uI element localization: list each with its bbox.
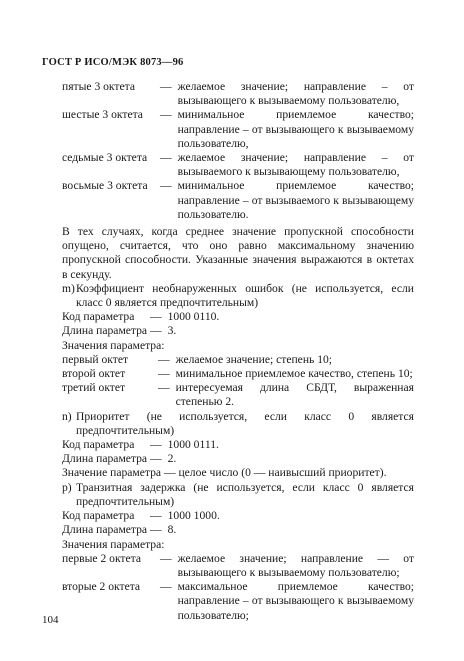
parameter-code-row	[62, 310, 414, 324]
list-item-text: Транзитная задержка (не используется, если класс 0 является предпочтительным)	[76, 480, 414, 508]
parameter-code-row	[62, 438, 414, 452]
list-item-text: Приоритет (не используется, если класс 0 является предпочтительным)	[76, 409, 414, 437]
definition-dash: —	[150, 509, 162, 523]
parameter-code-label: Код параметра	[62, 310, 135, 324]
definition-text: желаемое значение; степень 10;	[175, 352, 333, 366]
definition-term: пятые 3 октета	[62, 80, 135, 93]
definition-row	[62, 580, 414, 623]
parameter-length-row	[62, 523, 414, 537]
parameter-code-value: 1000 1000.	[167, 509, 220, 523]
definition-text: минимальное приемлемое качество; направление – от вызываемого к вызывающему пользователю.	[177, 179, 414, 221]
parameter-code-label: Код параметра	[62, 438, 135, 452]
definition-row	[62, 179, 414, 222]
list-marker: p)	[62, 480, 72, 494]
definition-dash: —	[160, 580, 172, 594]
definition-text: желаемое значение; направление — от вызывающего к вызываемому пользователю;	[177, 551, 414, 579]
definition-dash: —	[160, 179, 172, 193]
definition-row	[62, 108, 414, 151]
definition-row	[62, 151, 414, 179]
list-item-text: Коэффициент необнаруженных ошибок (не используется, если класс 0 является предпочтительным)	[76, 281, 414, 310]
parameter-length-value: 8.	[167, 523, 177, 537]
definition-text: интересуемая длина СБДТ, выраженная степенью 2.	[175, 381, 414, 409]
definition-dash: —	[160, 108, 172, 122]
parameter-length-value: 3.	[167, 324, 177, 338]
parameter-length-row	[62, 324, 414, 338]
parameter-length-label: Длина параметра	[62, 523, 148, 537]
definition-term: шестые 3 октета	[62, 108, 143, 122]
definition-dash: —	[158, 352, 170, 366]
definition-row	[62, 552, 414, 580]
parameter-code-label: Код параметра	[62, 509, 135, 523]
definition-term: первые 2 октета	[62, 551, 141, 565]
definition-term: вторые 2 октета	[62, 580, 141, 594]
definition-term: второй октет	[62, 367, 126, 381]
parameter-values-label: Значения параметра:	[62, 537, 165, 551]
definition-dash: —	[158, 381, 170, 395]
parameter-length-row	[62, 452, 414, 466]
definition-row	[62, 381, 414, 409]
parameter-length-value: 2.	[167, 452, 177, 466]
definition-term: первый октет	[62, 352, 129, 366]
definition-dash: —	[160, 551, 172, 565]
definition-dash: —	[158, 367, 170, 381]
definition-row	[62, 353, 414, 367]
paragraph: В тех случаях, когда среднее значение пропускной способности опущено, считается, что оно равно максимальному значению пропускной способности. Указанные значения выражаются в октетах в секунду.	[62, 225, 414, 281]
list-item-m	[62, 282, 414, 310]
definition-term: восьмые 3 октета	[62, 179, 148, 193]
definition-dash: —	[150, 452, 162, 466]
definition-dash: —	[160, 80, 172, 93]
definition-dash: —	[150, 438, 162, 452]
definition-dash: —	[150, 523, 162, 537]
list-marker: n)	[62, 409, 72, 423]
page-body	[62, 80, 414, 623]
definition-dash: —	[150, 310, 162, 324]
list-marker: m)	[62, 281, 75, 295]
definition-term: седьмые 3 октета	[62, 151, 148, 165]
definition-text: минимальное приемлемое качество; направление – от вызывающего к вызываемому пользователю,	[177, 108, 414, 150]
definition-text: желаемое значение; направление – от вызывающего к вызываемому пользователю,	[177, 80, 414, 108]
parameter-length-label: Длина параметра	[62, 452, 148, 466]
parameter-length-label: Длина параметра	[62, 324, 148, 338]
definition-text: максимальное приемлемое качество; направление – от вызывающего к вызываемому пользователю;	[177, 580, 414, 622]
definition-text: минимальное приемлемое качество, степень 10;	[175, 367, 413, 381]
definition-row	[62, 80, 414, 108]
list-item-p	[62, 481, 414, 509]
parameter-code-value: 1000 0110.	[167, 310, 220, 324]
parameter-values-label: Значения параметра:	[62, 338, 165, 352]
list-item-n	[62, 410, 414, 438]
definition-dash: —	[160, 151, 172, 165]
definition-dash: —	[150, 324, 162, 338]
definition-row	[62, 367, 414, 381]
definition-text: желаемое значение; направление – от вызываемого к вызывающему пользователю,	[177, 151, 414, 179]
parameter-value-line: Значение параметра — целое число (0 — наивысший приоритет).	[62, 466, 387, 480]
definition-term: третий октет	[62, 381, 126, 395]
page-number: 104	[42, 614, 59, 626]
running-header: ГОСТ Р ИСО/МЭК 8073—96	[42, 57, 184, 68]
parameter-code-value: 1000 0111.	[167, 438, 219, 452]
parameter-code-row	[62, 509, 414, 523]
